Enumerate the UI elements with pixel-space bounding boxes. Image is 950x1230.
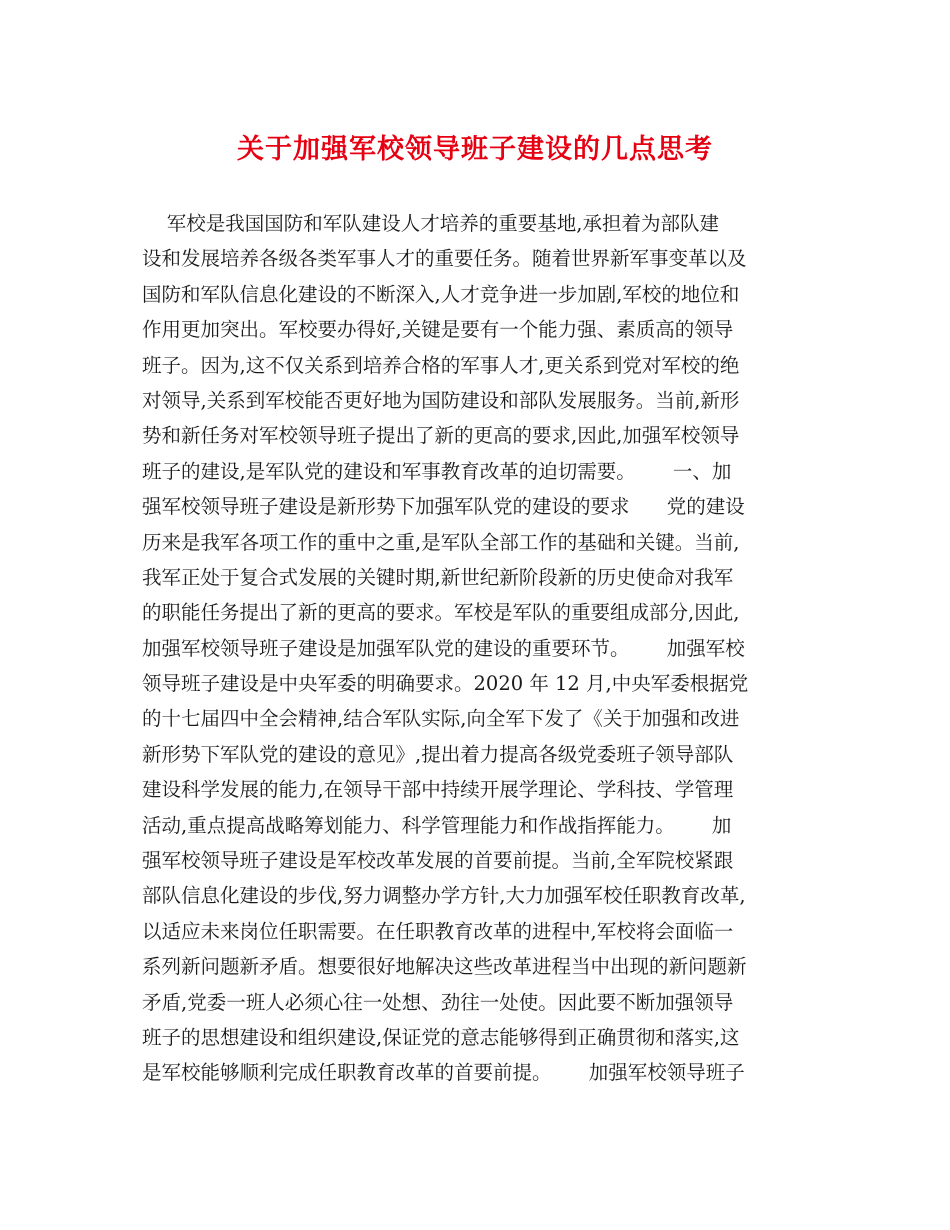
- body-line: 的十七届四中全会精神,结合军队实际,向全军下发了《关于加强和改进: [142, 707, 740, 731]
- body-line: 对领导,关系到军校能否更好地为国防建设和部队发展服务。当前,新形: [142, 388, 740, 412]
- body-line: 建设科学发展的能力,在领导干部中持续开展学理论、学科技、学管理: [142, 778, 734, 802]
- body-line: 是军校能够顺利完成任职教育改革的首要前提。 加强军校领导班子: [142, 1061, 745, 1085]
- document-body: [142, 206, 822, 1091]
- body-line: 势和新任务对军校领导班子提出了新的更高的要求,因此,加强军校领导: [142, 424, 740, 448]
- body-line: 的职能任务提出了新的更高的要求。军校是军队的重要组成部分,因此,: [142, 601, 740, 625]
- body-line: 设和发展培养各级各类军事人才的重要任务。随着世界新军事变革以及: [142, 247, 747, 271]
- body-line: 以适应未来岗位任职需要。在任职教育改革的进程中,军校将会面临一: [142, 919, 734, 943]
- body-line: 班子的建设,是军队党的建设和军事教育改革的迫切需要。 一、加: [142, 459, 732, 483]
- body-line: 强军校领导班子建设是军校改革发展的首要前提。当前,全军院校紧跟: [142, 849, 734, 873]
- body-line: 活动,重点提高战略筹划能力、科学管理能力和作战指挥能力。 加: [142, 813, 732, 837]
- body-line: 系列新问题新矛盾。想要很好地解决这些改革进程当中出现的新问题新: [142, 955, 747, 979]
- body-line: 强军校领导班子建设是新形势下加强军队党的建设的要求 党的建设: [142, 495, 745, 519]
- body-line: 部队信息化建设的步伐,努力调整办学方针,大力加强军校任职教育改革,: [142, 884, 746, 908]
- body-line: 领导班子建设是中央军委的明确要求。2020 年 12 月,中央军委根据党: [142, 672, 749, 696]
- body-line: 矛盾,党委一班人必须心往一处想、劲往一处使。因此要不断加强领导: [142, 990, 734, 1014]
- body-line: 国防和军队信息化建设的不断深入,人才竞争进一步加剧,军校的地位和: [142, 282, 740, 306]
- body-line: 我军正处于复合式发展的关键时期,新世纪新阶段新的历史使命对我军: [142, 565, 734, 589]
- body-line: 历来是我军各项工作的重中之重,是军队全部工作的基础和关键。当前,: [142, 530, 740, 554]
- body-line: 军校是我国国防和军队建设人才培养的重要基地,承担着为部队建: [142, 212, 719, 235]
- body-line: 班子的思想建设和组织建设,保证党的意志能够得到正确贯彻和落实,这: [142, 1025, 740, 1049]
- document-title: 关于加强军校领导班子建设的几点思考: [237, 134, 713, 165]
- body-line: 加强军校领导班子建设是加强军队党的建设的重要环节。 加强军校: [142, 636, 745, 660]
- body-line: 班子。因为,这不仅关系到培养合格的军事人才,更关系到党对军校的绝: [142, 353, 740, 377]
- body-line: 作用更加突出。军校要办得好,关键是要有一个能力强、素质高的领导: [142, 318, 734, 342]
- body-line: 新形势下军队党的建设的意见》,提出着力提高各级党委班子领导部队: [142, 742, 734, 766]
